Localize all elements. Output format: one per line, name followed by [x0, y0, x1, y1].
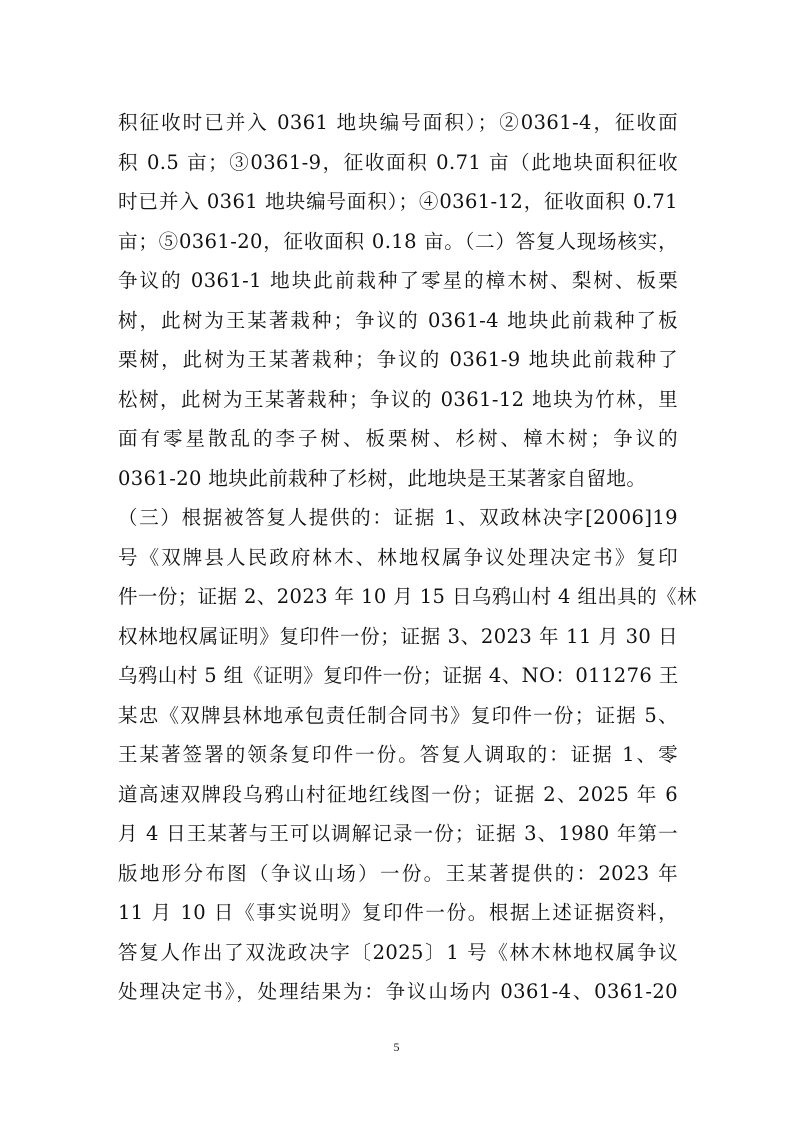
text-line: 松树，此树为王某著栽种；争议的 0361-12 地块为竹林，里 [118, 387, 678, 411]
text-line: 亩；⑤0361-20，征收面积 0.18 亩。（二）答复人现场核实， [118, 229, 678, 253]
text-line: 月 4 日王某著与王可以调解记录一份；证据 3、1980 年第一 [118, 822, 678, 845]
text-line: 11 月 10 日《事实说明》复印件一份。根据上述证据资料， [118, 901, 678, 924]
text-line: 王某著签署的领条复印件一份。答复人调取的：证据 1、零 [118, 743, 678, 766]
text-line: 栗树，此树为王某著栽种；争议的 0361-9 地块此前栽种了 [118, 348, 678, 371]
body-text [118, 103, 697, 1012]
text-line: 件一份；证据 2、2023 年 10 月 15 日乌鸦山村 4 组出具的《林 [118, 585, 697, 608]
text-line: 积 0.5 亩；③0361-9，征收面积 0.71 亩（此地块面积征收 [118, 150, 678, 174]
text-line: 处理决定书》，处理结果为：争议山场内 0361-4、0361-20 [118, 980, 678, 1003]
text-line: 时已并入 0361 地块编号面积）；④0361-12，征收面积 0.71 [118, 190, 678, 213]
text-line: 权林地权属证明》复印件一份；证据 3、2023 年 11 月 30 日 [118, 624, 678, 648]
page-number: 5 [393, 1040, 400, 1054]
text-line: 面有零星散乱的李子树、板栗树、杉树、樟木树；争议的 [118, 427, 678, 450]
text-line: 答复人作出了双泷政决字〔2025〕1 号《林木林地权属争议 [118, 940, 678, 964]
text-line: 某忠《双牌县林地承包责任制合同书》复印件一份；证据 5、 [118, 703, 678, 727]
text-line: 积征收时已并入 0361 地块编号面积）；②0361-4，征收面 [118, 111, 678, 134]
text-line: （三）根据被答复人提供的：证据 1、双政林决字[2006]19 [118, 506, 678, 529]
text-line: 号《双牌县人民政府林木、林地权属争议处理决定书》复印 [118, 545, 678, 569]
text-line: 树，此树为王某著栽种；争议的 0361-4 地块此前栽种了板 [118, 308, 678, 332]
text-line: 0361-20 地块此前栽种了杉树，此地块是王某著家自留地。 [118, 466, 647, 490]
text-line: 争议的 0361-1 地块此前栽种了零星的樟木树、梨树、板栗 [118, 269, 678, 292]
text-line: 道高速双牌段乌鸦山村征地红线图一份；证据 2、2025 年 6 [118, 782, 678, 806]
text-line: 乌鸦山村 5 组《证明》复印件一份；证据 4、NO：011276 王 [118, 664, 679, 687]
text-line: 版地形分布图（争议山场）一份。王某著提供的：2023 年 [118, 861, 678, 885]
